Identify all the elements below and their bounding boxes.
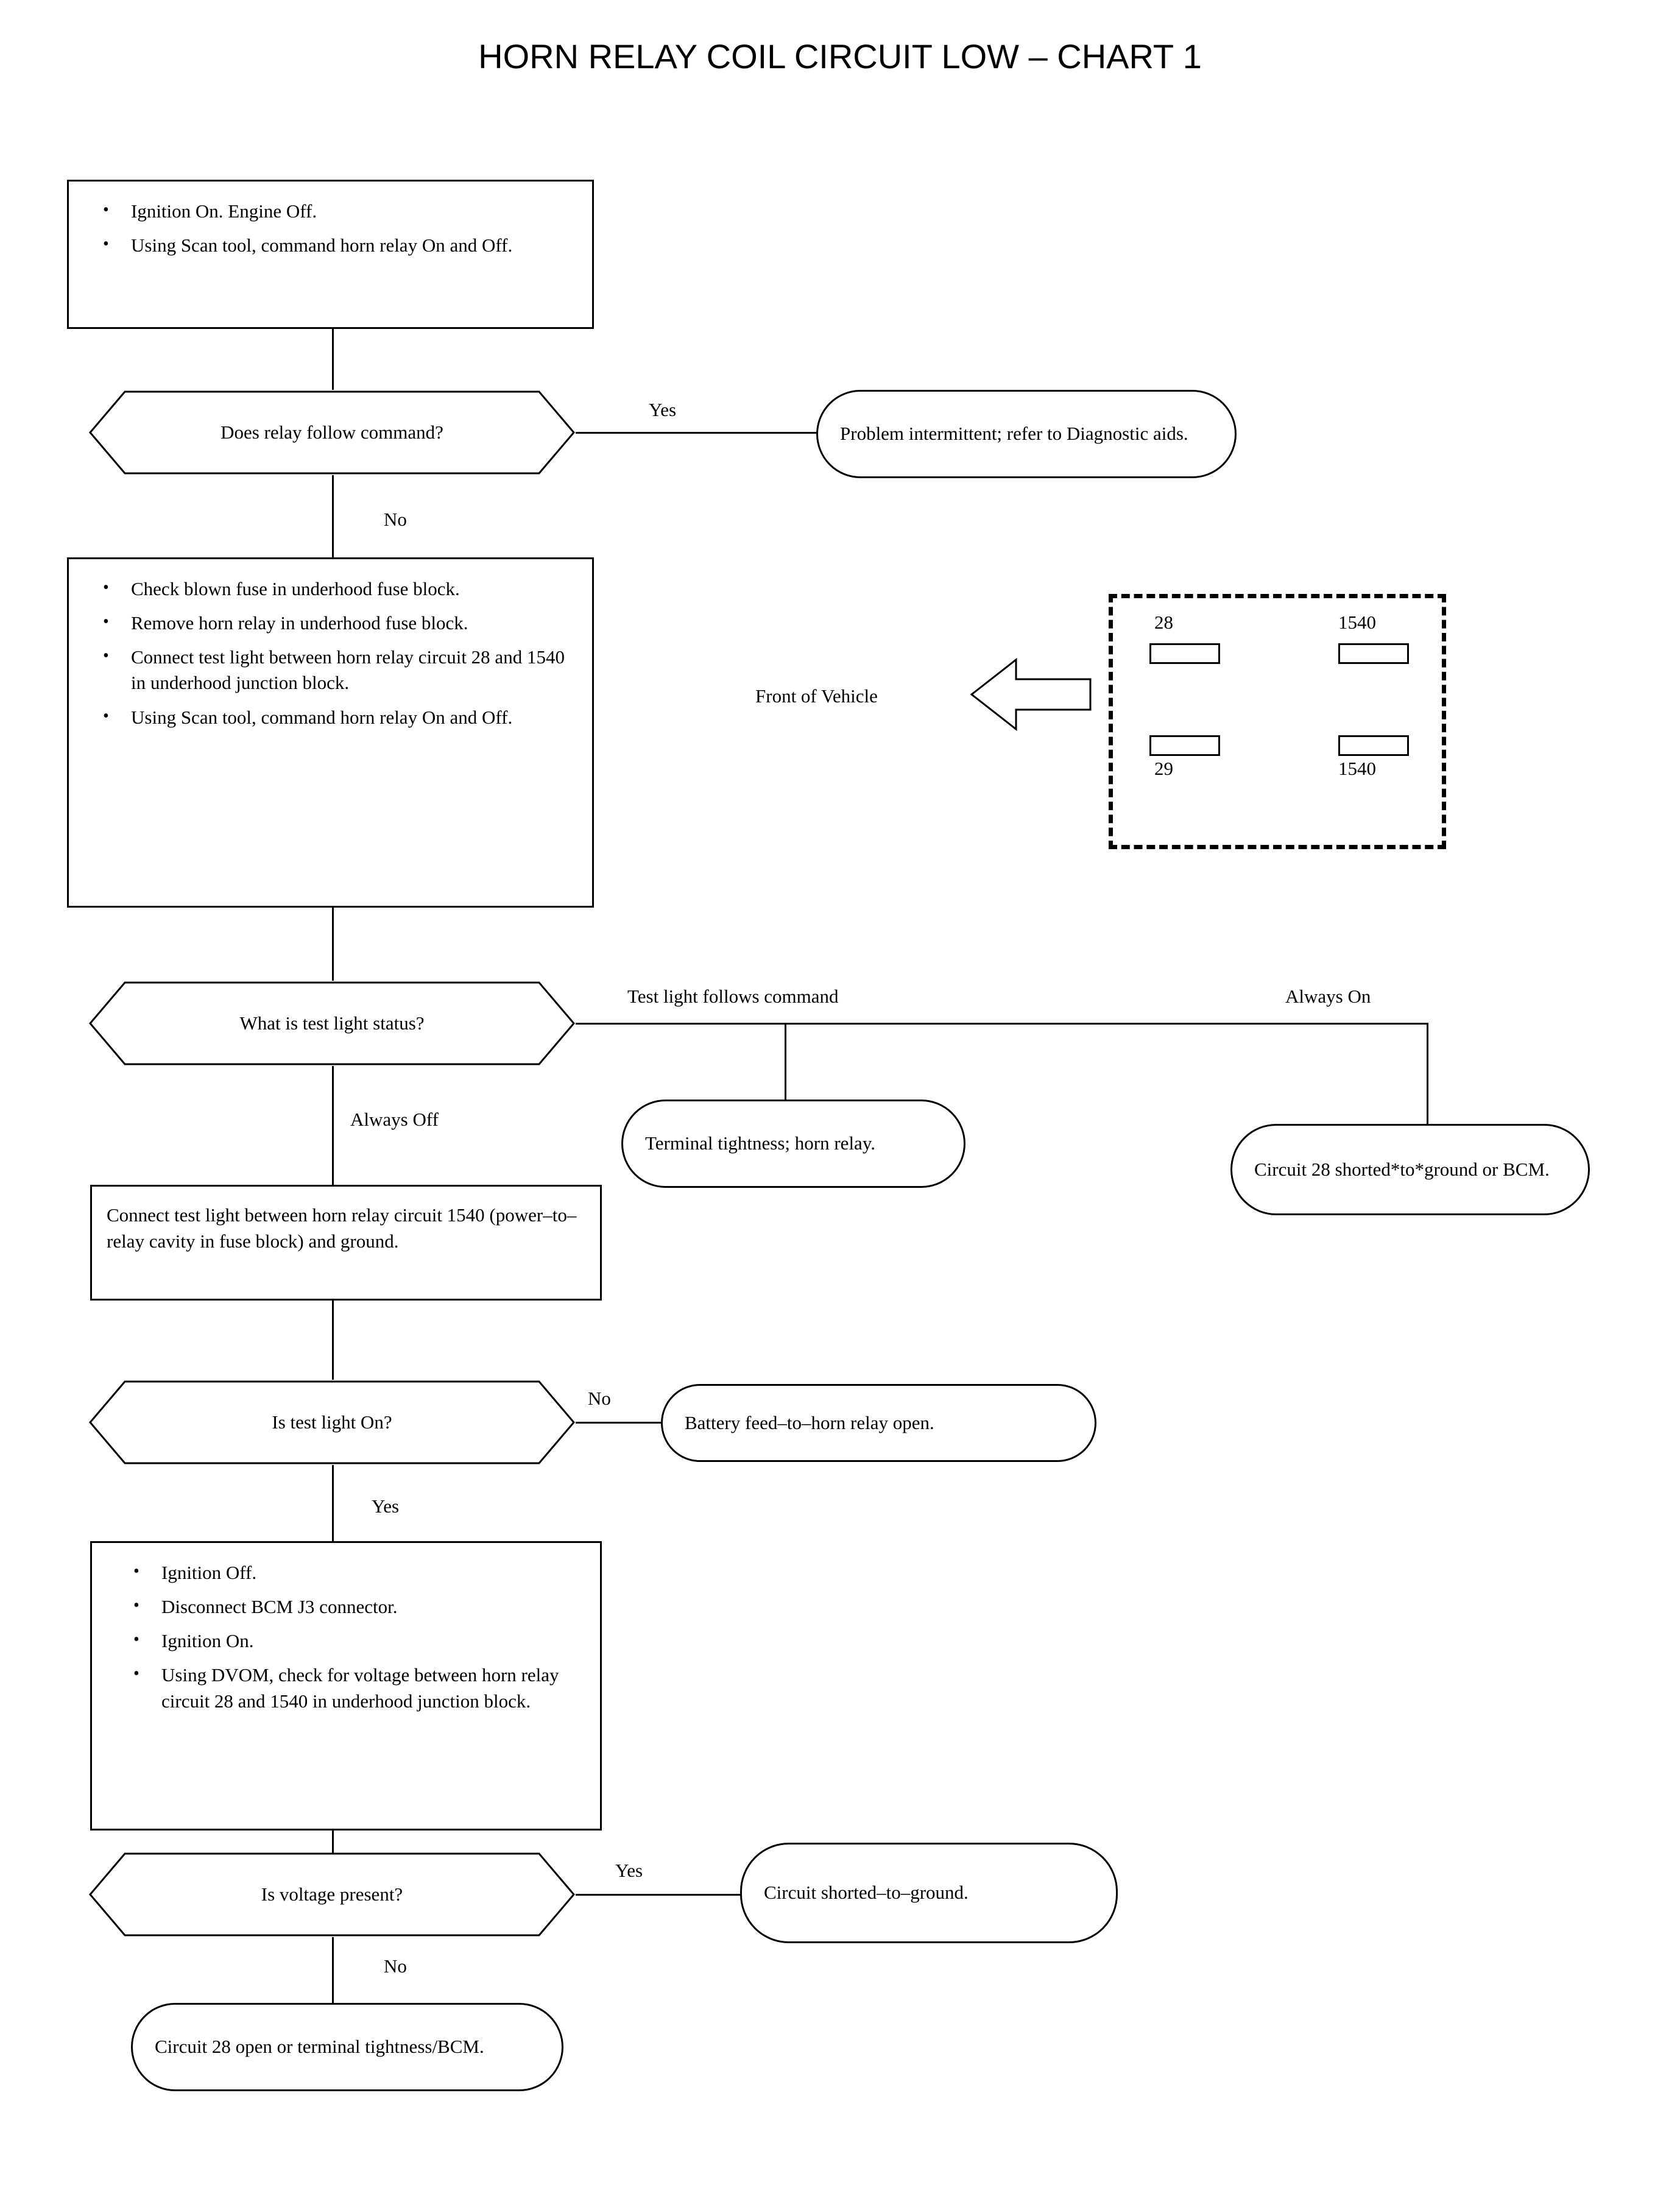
edge-label-yes1: Yes [649, 399, 677, 420]
list-item: • Using DVOM, check for voltage between horn relay circuit 28 and 1540 in underhood junction block. [161, 1662, 585, 1714]
list-item: • Disconnect BCM J3 connector. [161, 1594, 585, 1620]
terminator-battery-feed-open [661, 1384, 1096, 1462]
step4-list [107, 1560, 585, 1714]
step1-list [83, 199, 577, 258]
connector-decision4-yes [576, 1894, 743, 1896]
terminator-text: Circuit 28 shorted*to*ground or BCM. [1254, 1158, 1550, 1180]
connector-to-terminal-tightness [785, 1023, 786, 1108]
terminator-text: Terminal tightness; horn relay. [645, 1132, 876, 1154]
list-item: • Ignition On. [161, 1628, 585, 1654]
decision-label: Is test light On? [272, 1411, 392, 1433]
fuse-number-1540-bottom: 1540 [1338, 758, 1376, 779]
list-item: • Check blown fuse in underhood fuse block. [131, 576, 577, 602]
connector-step1-decision1 [332, 329, 334, 390]
connector-decision2-right [576, 1023, 1428, 1025]
fuse-number-1540-top: 1540 [1338, 612, 1376, 633]
connector-decision4-no [332, 1937, 334, 2004]
decision-does-relay-follow-command [88, 390, 576, 475]
decision-test-light-status [88, 981, 576, 1066]
process-box-step2 [67, 557, 594, 908]
decision-label: What is test light status? [239, 1012, 425, 1034]
edge-label-no3: No [384, 1955, 407, 1977]
decision-label: Does relay follow command? [221, 422, 443, 443]
process-box-step3 [90, 1185, 602, 1301]
terminator-text: Circuit 28 open or terminal tightness/BCM. [155, 2036, 484, 2058]
edge-label-yes3: Yes [615, 1860, 643, 1881]
fuse-number-29: 29 [1154, 758, 1173, 779]
edge-label-test-light-follows-command: Test light follows command [627, 986, 839, 1007]
fuse-number-28: 28 [1154, 612, 1173, 633]
edge-label-no1: No [384, 509, 407, 530]
decision-is-voltage-present [88, 1852, 576, 1937]
list-item: • Remove horn relay in underhood fuse block. [131, 610, 577, 636]
connector-to-circuit28-shorted [1427, 1023, 1428, 1132]
list-item: • Ignition Off. [161, 1560, 585, 1586]
front-of-vehicle-arrow-icon [969, 655, 1093, 734]
decision-is-test-light-on [88, 1380, 576, 1465]
connector-decision1-yes [576, 432, 819, 434]
fuse-block-diagram [1109, 594, 1446, 849]
process-box-step1 [67, 180, 594, 329]
terminator-circuit-shorted-to-ground [740, 1843, 1118, 1943]
terminator-text: Problem intermittent; refer to Diagnostic aids. [840, 423, 1188, 445]
connector-decision1-no [332, 475, 334, 557]
decision-label: Is voltage present? [261, 1883, 403, 1905]
fuse-slot-top-right [1338, 643, 1409, 664]
page-title: HORN RELAY COIL CIRCUIT LOW – CHART 1 [478, 37, 1202, 76]
list-item: • Ignition On. Engine Off. [131, 199, 577, 224]
connector-step3-decision3 [332, 1301, 334, 1380]
connector-decision3-no [576, 1422, 661, 1424]
step2-list [83, 576, 577, 730]
list-item: • Using Scan tool, command horn relay On and Off. [131, 233, 577, 258]
list-item: • Using Scan tool, command horn relay On and Off. [131, 705, 577, 730]
connector-decision2-always-off [332, 1066, 334, 1185]
terminator-text: Battery feed–to–horn relay open. [685, 1411, 934, 1433]
fuse-slot-top-left [1149, 643, 1220, 664]
list-item: • Connect test light between horn relay circuit 28 and 1540 in underhood junction block. [131, 644, 577, 696]
terminator-problem-intermittent [816, 390, 1237, 478]
edge-label-always-off: Always Off [350, 1109, 439, 1130]
fuse-slot-bottom-right [1338, 735, 1409, 756]
fuse-slot-bottom-left [1149, 735, 1220, 756]
terminator-circuit28-shorted [1230, 1124, 1590, 1215]
terminator-text: Circuit shorted–to–ground. [764, 1882, 969, 1904]
process-text: Connect test light between horn relay circuit 1540 (power–to–relay cavity in fuse block) and ground. [107, 1204, 577, 1252]
edge-label-always-on: Always On [1285, 986, 1371, 1007]
edge-label-yes2: Yes [372, 1495, 400, 1517]
terminator-circuit28-open [131, 2003, 563, 2091]
terminator-terminal-tightness [621, 1100, 965, 1188]
edge-label-no2: No [588, 1388, 611, 1409]
connector-decision3-yes [332, 1465, 334, 1541]
process-box-step4 [90, 1541, 602, 1830]
front-of-vehicle-label: Front of Vehicle [755, 685, 878, 707]
connector-step2-decision2 [332, 908, 334, 981]
